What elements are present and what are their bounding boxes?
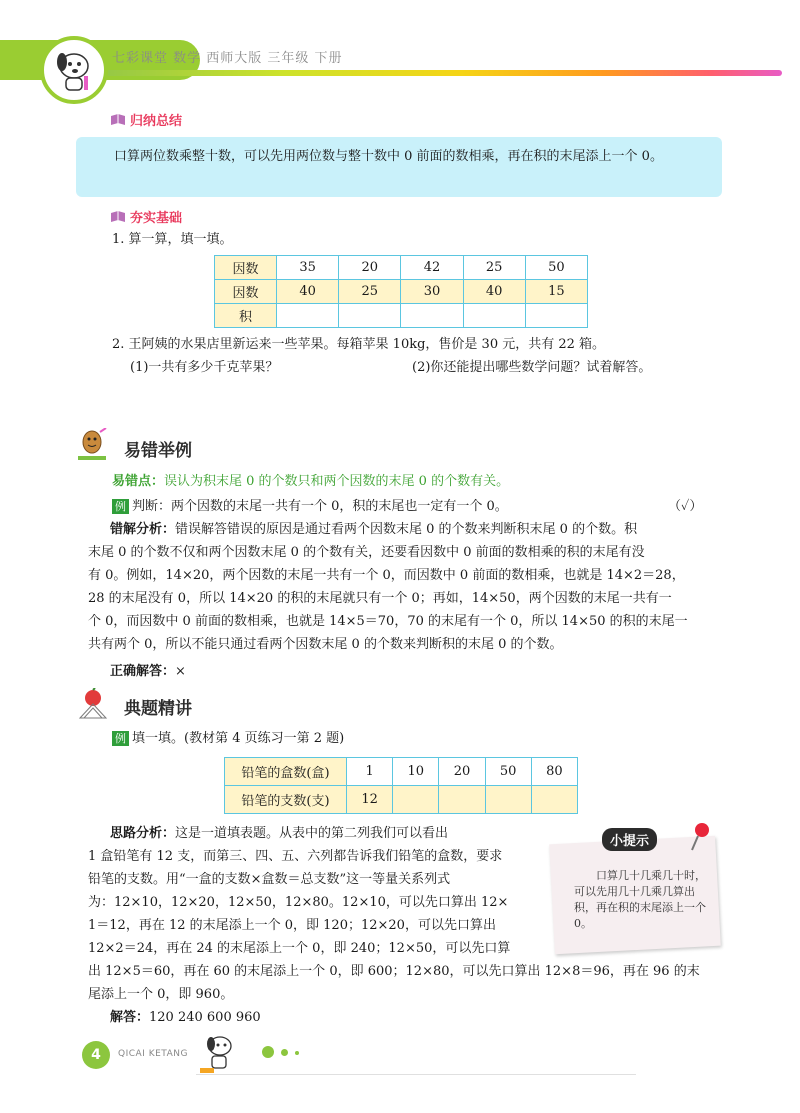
dog-mascot-icon [44, 40, 104, 100]
product-input-cell[interactable] [401, 304, 463, 328]
question-2b: (2)你还能提出哪些数学问题？试着解答。 [412, 360, 652, 375]
footer-mascot [196, 1030, 240, 1080]
table-cell: 30 [401, 280, 463, 304]
dog-mascot-footer-icon [196, 1030, 240, 1076]
footer-dot-small [295, 1051, 299, 1055]
summary-box [76, 137, 722, 197]
mascot-logo [40, 36, 108, 104]
pencil-count-label: 铅笔的支数(支) [225, 786, 347, 814]
question-1: 1. 算一算，填一填。 [112, 232, 233, 247]
table-cell: 1 [347, 758, 393, 786]
table-cell: 15 [525, 280, 587, 304]
question-2: 2. 王阿姨的水果店里新运来一些苹果。每箱苹果 10kg，售价是 30 元，共有 22 箱。 [112, 337, 606, 352]
table-cell: 50 [485, 758, 531, 786]
question-2a: (1)一共有多少千克苹果？ [130, 360, 279, 375]
summary-text: 口算两位数乘整十数，可以先用两位数与整十数中 0 前面的数相乘，再在积的末尾添上一个 0。 [114, 149, 663, 164]
apple-blocks-icon [76, 688, 110, 720]
example-tag: 例 [112, 499, 129, 514]
example-answer-mark: （✓） [668, 499, 703, 514]
product-input-cell[interactable] [277, 304, 339, 328]
mascot-pencil-icon [76, 428, 108, 462]
pencil-count-input-cell[interactable] [439, 786, 485, 814]
table-cell: 50 [525, 256, 587, 280]
table-cell: 40 [463, 280, 525, 304]
error-section-icon [76, 428, 108, 466]
basics-section-label: 夯实基础 [110, 207, 182, 226]
pushpin-icon-svg [688, 822, 712, 852]
header-rainbow-bar [70, 70, 782, 76]
classic-analysis: 思路分析：这是一道填表题。从表中的第二列我们可以看出 1 盒铅笔有 12 支，而第三、四、五、六列都告诉我们铅笔的盒数，要求 铅笔的支数。用“一盒的支数×盒数＝总支数”这一等量关系列式 为：12×10，12×20，12×50，12×80。12×10，可以先口算出 12× 1＝12，再在 12 的末尾添上一个 0，即 120；12×20，可以先口算出 12×2＝24，再在 24 的末尾添上一个 0，即 240；12×50，可以先口算 出 12×5＝60，再在 60 的末尾添上一个 0，即 600；12×80，可以先口算出 12×8＝96，再在 96 的末 尾添上一个 0，即 960。 [88, 826, 700, 1002]
classic-section-icon [76, 688, 110, 724]
classic-section-title: 典题精讲 [124, 699, 192, 719]
footer-dot-large [262, 1046, 274, 1058]
table-cell: 40 [277, 280, 339, 304]
table-cell: 20 [439, 758, 485, 786]
summary-section-label: 归纳总结 [110, 110, 182, 129]
book-icon [110, 211, 126, 223]
table-cell: 25 [463, 256, 525, 280]
book-icon [110, 114, 126, 126]
footer-dot-medium [281, 1049, 288, 1056]
table-cell: 35 [277, 256, 339, 280]
product-input-cell[interactable] [525, 304, 587, 328]
pushpin-icon [688, 822, 712, 856]
tip-title: 小提示 [602, 828, 657, 851]
row-label-product: 积 [215, 304, 277, 328]
header-series-text: 七彩课堂 数学 西师大版 三年级 下册 [112, 51, 343, 66]
footer-divider [196, 1074, 636, 1075]
pencil-count-input-cell[interactable] [531, 786, 577, 814]
product-input-cell[interactable] [463, 304, 525, 328]
row-label-factor-2: 因数 [215, 280, 277, 304]
tip-text: 口算几十几乘几十时，可以先用几十几乘几算出积，再在积的末尾添上一个 0。 [574, 869, 706, 930]
classic-example: 例 填一填。(教材第 4 页练习一第 2 题) [112, 727, 344, 750]
table-cell: 10 [393, 758, 439, 786]
footer-brand: QICAI KETANG [118, 1049, 188, 1059]
error-section-title: 易错举例 [124, 441, 192, 461]
table-cell: 25 [339, 280, 401, 304]
error-point: 易错点：误认为积末尾 0 的个数只和两个因数的末尾 0 的个数有关。 [112, 474, 510, 489]
table-cell: 42 [401, 256, 463, 280]
page-number: 4 [82, 1041, 110, 1069]
table-cell: 80 [531, 758, 577, 786]
example-tag: 例 [112, 731, 129, 746]
pencil-count-input-cell[interactable] [485, 786, 531, 814]
row-label-factor-1: 因数 [215, 256, 277, 280]
classic-answer: 解答：120 240 600 960 [110, 1010, 261, 1025]
product-input-cell[interactable] [339, 304, 401, 328]
table-cell: 20 [339, 256, 401, 280]
pencil-table [224, 757, 578, 814]
error-analysis: 错解分析：错误解答错误的原因是通过看两个因数末尾 0 的个数来判断积末尾 0 的个数。积 末尾 0 的个数不仅和两个因数末尾 0 的个数有关，还要看因数中 0 前面的数相乘的积的末尾有没 有 0。例如，14×20，两个因数的末尾一共有一个 0，而因数中 0 前面的数相乘，也就是 14×2＝28， 28 的末尾没有 0，所以 14×20 的积的末尾就只有一个 0；再如，14×50，两个因数的末尾一共有一 个 0，而因数中 0 前面的数相乘，也就是 14×5＝70，70 的末尾有一个 0，所以 14×50 的积的末尾一 共有两个 0，所以不能只通过看两个因数末尾 0 的个数来判断积的末尾 0 的个数。 [88, 522, 688, 652]
error-example: 例 判断：两个因数的末尾一共有一个 0，积的末尾也一定有一个 0。 [112, 495, 722, 518]
correct-answer: 正确解答：× [110, 664, 186, 679]
pencil-box-label: 铅笔的盒数(盒) [225, 758, 347, 786]
table-cell: 12 [347, 786, 393, 814]
factor-table [214, 255, 588, 328]
pencil-count-input-cell[interactable] [393, 786, 439, 814]
